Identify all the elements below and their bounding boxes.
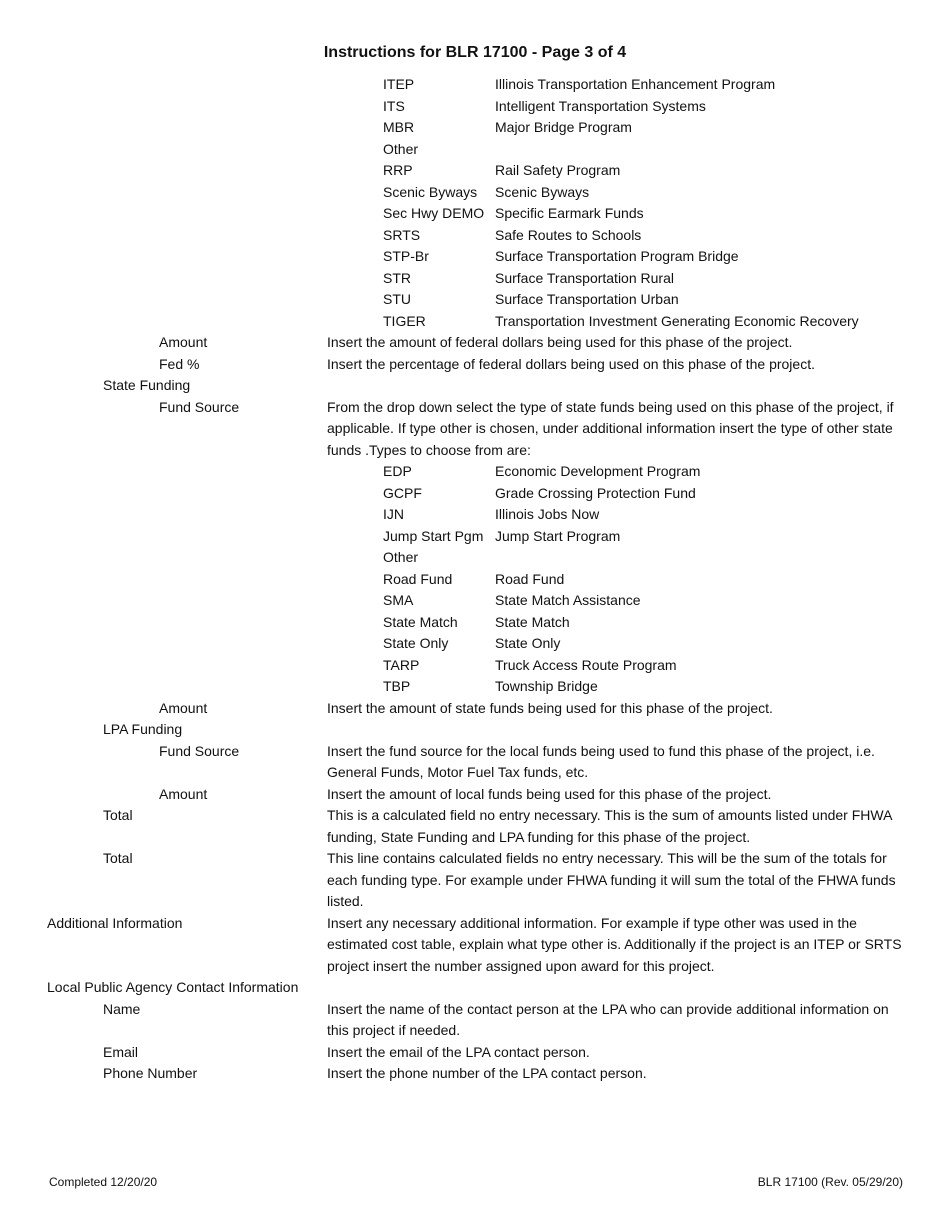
fund-code-description: Rail Safety Program xyxy=(495,162,621,178)
fund-code: SMA xyxy=(383,592,414,608)
contact-name-desc: Insert the name of the contact person at the LPA who can provide additional information on this project if needed. xyxy=(327,1000,889,1038)
fund-code: ITEP xyxy=(383,76,415,92)
fund-code-description: Surface Transportation Urban xyxy=(495,291,679,307)
lpa-funding-heading: LPA Funding xyxy=(103,721,183,737)
fund-code-description: Major Bridge Program xyxy=(495,119,632,135)
fund-code-description: Township Bridge xyxy=(495,678,598,694)
state-fund-source-label: Fund Source xyxy=(159,398,240,415)
total-desc-1: This is a calculated field no entry necessary. This is the sum of amounts listed under FHWA funding, State Funding and LPA funding for this phase of the project. xyxy=(327,807,892,845)
lpa-fund-source-desc: Insert the fund source for the local funds being used to fund this phase of the project, i.e. General Funds, Motor Fuel Tax funds, etc. xyxy=(327,742,875,780)
fund-code-description: Safe Routes to Schools xyxy=(495,226,642,243)
fund-code-description: Road Fund xyxy=(495,570,565,587)
lpa-contact-heading-row xyxy=(0,977,950,999)
fund-code-row xyxy=(0,655,950,677)
fund-code-row xyxy=(0,117,950,139)
fund-code-row xyxy=(0,504,950,526)
fund-code-description xyxy=(495,547,895,569)
fund-code-row xyxy=(0,590,950,612)
fund-code-description: Illinois Transportation Enhancement Program xyxy=(495,76,776,92)
fund-code-row xyxy=(0,289,950,311)
fund-code: EDP xyxy=(383,463,412,479)
contact-name-row xyxy=(0,999,950,1042)
fund-code-row xyxy=(0,547,950,569)
fed-percent-label: Fed % xyxy=(159,355,200,372)
fund-code: MBR xyxy=(383,119,415,135)
lpa-amount-row xyxy=(0,784,950,806)
federal-fund-codes-list xyxy=(0,74,950,332)
fund-code-row xyxy=(0,225,950,247)
fund-code-row xyxy=(0,246,950,268)
fund-code-row xyxy=(0,182,950,204)
fund-code-row xyxy=(0,676,950,698)
contact-email-label: Email xyxy=(103,1043,139,1060)
contact-name-label: Name xyxy=(103,1000,141,1017)
lpa-fund-source-row xyxy=(0,741,950,784)
fed-amount-row xyxy=(0,332,950,354)
fund-code-row xyxy=(0,139,950,161)
contact-phone-label: Phone Number xyxy=(103,1065,198,1081)
fund-code-row xyxy=(0,203,950,225)
fund-code: RRP xyxy=(383,162,413,178)
fund-code-description: Truck Access Route Program xyxy=(495,656,677,673)
fund-code-row xyxy=(0,612,950,634)
state-amount-desc: Insert the amount of state funds being used for this phase of the project. xyxy=(327,699,773,716)
additional-info-row xyxy=(0,913,950,978)
state-funding-heading-row xyxy=(0,375,950,397)
footer-form-revision: BLR 17100 (Rev. 05/29/20) xyxy=(757,1175,903,1189)
total-label-2: Total xyxy=(103,850,133,866)
fund-code-row xyxy=(0,483,950,505)
fund-code-description: Transportation Investment Generating Economic Recovery xyxy=(495,312,859,329)
contact-email-row xyxy=(0,1042,950,1064)
fund-code-row xyxy=(0,311,950,333)
fed-amount-desc: Insert the amount of federal dollars being used for this phase of the project. xyxy=(327,334,793,350)
contact-phone-desc: Insert the phone number of the LPA contact person. xyxy=(327,1065,647,1081)
fund-code: TARP xyxy=(383,656,420,673)
additional-info-desc: Insert any necessary additional information. For example if type other was used in the estimated cost table, explain what type other is. Additionally if the project is an ITEP or SRTS project insert the number assigned upon award for this project. xyxy=(327,914,902,974)
fund-code: STR xyxy=(383,269,411,286)
contact-email-desc: Insert the email of the LPA contact person. xyxy=(327,1043,590,1060)
fund-code-description: Economic Development Program xyxy=(495,463,701,479)
lpa-amount-label: Amount xyxy=(159,785,208,802)
total-row-2 xyxy=(0,848,950,913)
fund-code-description: Jump Start Program xyxy=(495,527,621,544)
fund-code: TBP xyxy=(383,678,411,694)
fund-code: State Only xyxy=(383,635,449,651)
fund-code: IJN xyxy=(383,506,404,522)
fund-code-description: State Match xyxy=(495,613,570,630)
fund-code: STU xyxy=(383,291,411,307)
fund-code-description: State Match Assistance xyxy=(495,592,641,608)
total-label-1: Total xyxy=(103,807,133,823)
fund-code: Scenic Byways xyxy=(383,183,478,200)
fund-code: STP-Br xyxy=(383,248,429,264)
state-amount-label: Amount xyxy=(159,699,208,716)
page-title: Instructions for BLR 17100 - Page 3 of 4 xyxy=(323,44,627,61)
fund-code: GCPF xyxy=(383,484,422,501)
fund-code-row xyxy=(0,633,950,655)
fund-code: Other xyxy=(383,140,419,157)
fund-code-row xyxy=(0,74,950,96)
lpa-amount-desc: Insert the amount of local funds being used for this phase of the project. xyxy=(327,785,772,802)
fund-code: TIGER xyxy=(383,312,426,329)
fund-code-description: Surface Transportation Program Bridge xyxy=(495,248,739,264)
fund-code-description: Scenic Byways xyxy=(495,183,590,200)
fund-code-description: Specific Earmark Funds xyxy=(495,205,644,221)
instructions-body xyxy=(0,74,950,1085)
fund-code-description xyxy=(495,139,895,161)
fund-code-row xyxy=(0,461,950,483)
fund-code-description: Grade Crossing Protection Fund xyxy=(495,484,696,501)
contact-phone-row xyxy=(0,1063,950,1085)
fund-code-row xyxy=(0,268,950,290)
fund-code-row xyxy=(0,160,950,182)
footer-completed-date: Completed 12/20/20 xyxy=(49,1175,158,1189)
state-funding-heading: State Funding xyxy=(103,377,191,393)
fund-code: Jump Start Pgm xyxy=(383,527,484,544)
lpa-funding-heading-row xyxy=(0,719,950,741)
fund-code: Sec Hwy DEMO xyxy=(383,205,485,221)
fund-code-row xyxy=(0,569,950,591)
fund-code: Road Fund xyxy=(383,570,453,587)
state-fund-source-row xyxy=(0,397,950,462)
state-amount-row xyxy=(0,698,950,720)
fed-percent-desc: Insert the percentage of federal dollars being used on this phase of the project. xyxy=(327,355,815,372)
fed-amount-label: Amount xyxy=(159,334,208,350)
fed-percent-row xyxy=(0,354,950,376)
fund-code: Other xyxy=(383,549,419,565)
fund-code: SRTS xyxy=(383,226,421,243)
state-fund-codes-list xyxy=(0,461,950,698)
lpa-contact-heading: Local Public Agency Contact Information xyxy=(47,979,299,995)
lpa-fund-source-label: Fund Source xyxy=(159,742,240,759)
fund-code-description: State Only xyxy=(495,635,561,651)
additional-info-label: Additional Information xyxy=(47,914,183,931)
fund-code: ITS xyxy=(383,97,405,114)
total-desc-2: This line contains calculated fields no entry necessary. This will be the sum of the totals for each funding type. For example under FHWA funding it will sum the total of the FHWA funds listed. xyxy=(327,850,896,909)
state-fund-source-desc: From the drop down select the type of state funds being used on this phase of the project, if applicable. If type other is chosen, under additional information insert the type of other state funds .Types to choose from are: xyxy=(327,398,894,458)
fund-code-description: Intelligent Transportation Systems xyxy=(495,97,706,114)
fund-code: State Match xyxy=(383,613,458,630)
fund-code-description: Surface Transportation Rural xyxy=(495,269,674,286)
fund-code-description: Illinois Jobs Now xyxy=(495,506,600,522)
fund-code-row xyxy=(0,96,950,118)
fund-code-row xyxy=(0,526,950,548)
total-row-1 xyxy=(0,805,950,848)
